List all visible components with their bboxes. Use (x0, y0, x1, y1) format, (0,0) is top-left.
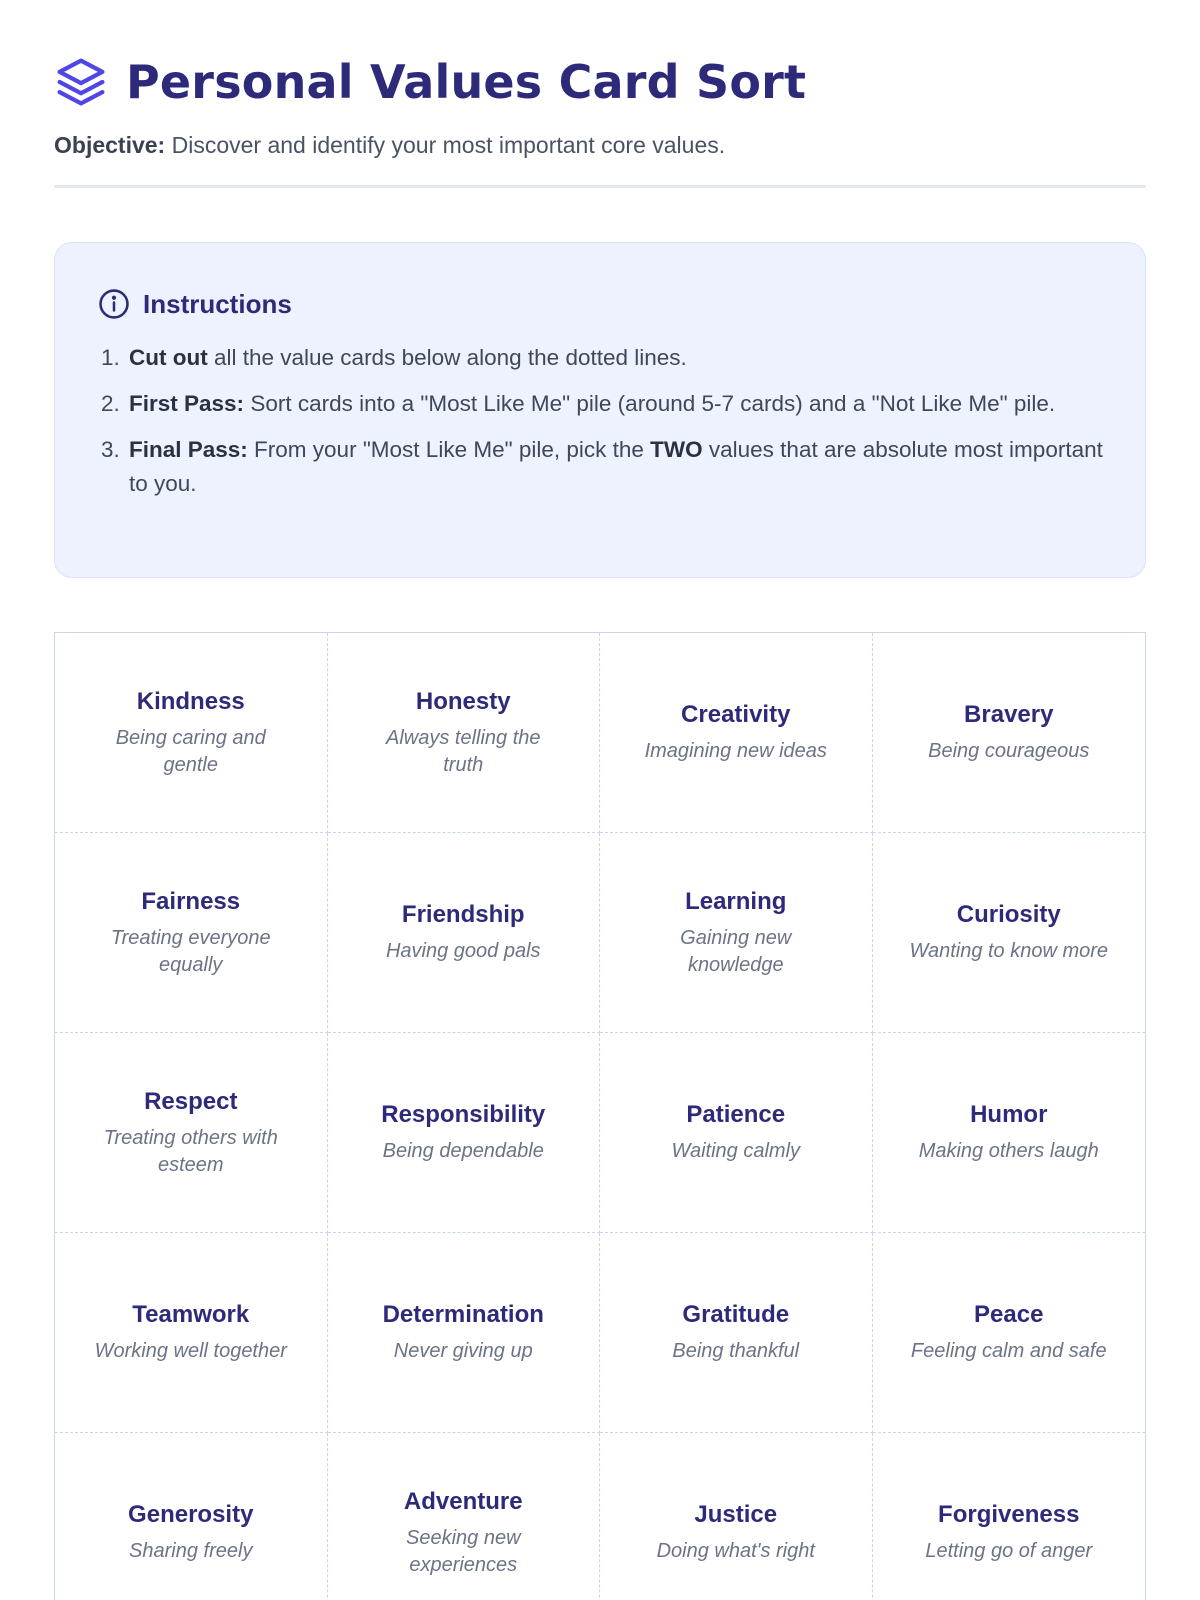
header-divider (54, 185, 1146, 188)
card-description: Seeking new experiences (405, 1526, 521, 1576)
card-description: Being thankful (672, 1340, 800, 1362)
value-card (600, 1433, 873, 1600)
card-description: Making others laugh (918, 1140, 1099, 1162)
instruction-step (97, 341, 1103, 375)
step-text: Sort cards into a "Most Like Me" pile (around 5-7 cards) and a "Not Like Me" pile. (244, 391, 1056, 416)
card-title: Respect (144, 1087, 238, 1115)
card-title: Peace (974, 1301, 1044, 1328)
value-card (873, 1233, 1146, 1433)
card-title: Responsibility (381, 1101, 546, 1128)
layers-icon (54, 55, 108, 109)
objective-label: Objective: (54, 132, 166, 158)
card-description: Being courageous (928, 740, 1090, 762)
step-text: values that are absolute most important to you. (129, 437, 1103, 496)
card-title: Adventure (403, 1487, 523, 1515)
card-title: Humor (970, 1101, 1048, 1128)
value-card (55, 633, 328, 833)
value-card (873, 1433, 1146, 1600)
card-title: Patience (686, 1101, 786, 1128)
instructions-header (97, 285, 1103, 323)
card-description: Doing what's right (656, 1540, 815, 1562)
card-title: Honesty (415, 687, 511, 715)
value-card (55, 833, 328, 1033)
card-description: Letting go of anger (925, 1540, 1093, 1562)
card-description: Always telling the truth (385, 726, 541, 776)
value-card (873, 1033, 1146, 1233)
step-text: all the value cards below along the dotted lines. (207, 345, 687, 370)
card-title: Justice (694, 1501, 778, 1528)
card-description: Feeling calm and safe (910, 1340, 1107, 1362)
instruction-step (97, 433, 1103, 501)
value-card (328, 1033, 601, 1233)
value-card (55, 1233, 328, 1433)
card-title: Gratitude (682, 1301, 790, 1328)
value-card (328, 1433, 601, 1600)
card-title: Kindness (136, 687, 245, 715)
value-card (55, 1033, 328, 1233)
value-card (600, 633, 873, 833)
card-title: Determination (382, 1301, 544, 1328)
instruction-step (97, 387, 1103, 421)
step-emphasis: TWO (650, 437, 703, 462)
card-description: Imagining new ideas (644, 740, 827, 762)
value-card (873, 833, 1146, 1033)
value-card (55, 1433, 328, 1600)
objective (54, 132, 1146, 159)
step-emphasis: Cut out (129, 345, 208, 370)
step-emphasis: First Pass: (129, 391, 245, 416)
card-title: Bravery (964, 701, 1054, 728)
card-description: Treating others with esteem (103, 1126, 278, 1176)
card-description: Sharing freely (129, 1540, 253, 1562)
value-card (600, 1233, 873, 1433)
card-description: Waiting calmly (671, 1140, 801, 1162)
value-card (600, 1033, 873, 1233)
instructions-list (97, 341, 1103, 501)
value-card (328, 833, 601, 1033)
step-text: From your "Most Like Me" pile, pick the (247, 437, 651, 462)
card-description: Never giving up (393, 1340, 533, 1362)
card-description: Having good pals (385, 940, 541, 962)
value-card (873, 633, 1146, 833)
card-title: Friendship (401, 901, 525, 928)
instructions-title: Instructions (143, 288, 292, 319)
card-description: Treating everyone equally (110, 926, 271, 976)
card-title: Fairness (141, 887, 241, 915)
step-emphasis: Final Pass: (129, 437, 248, 462)
card-description: Being dependable (382, 1140, 544, 1162)
step-number: 1. (101, 345, 120, 370)
value-card (328, 1233, 601, 1433)
step-number: 2. (101, 391, 120, 416)
step-number: 3. (101, 437, 120, 462)
header (54, 0, 1146, 188)
instructions-panel (54, 242, 1146, 578)
value-card-grid (54, 632, 1146, 1600)
page-title: Personal Values Card Sort (126, 55, 807, 109)
card-title: Generosity (128, 1501, 254, 1528)
objective-text: Discover and identify your most important core values. (165, 132, 726, 158)
card-title: Forgiveness (938, 1501, 1080, 1528)
value-card (600, 833, 873, 1033)
title-row (54, 52, 1146, 112)
card-title: Creativity (681, 701, 791, 728)
card-description: Working well together (94, 1340, 287, 1362)
card-title: Curiosity (956, 901, 1061, 928)
card-title: Learning (685, 887, 787, 915)
info-icon (97, 287, 131, 321)
value-card (328, 633, 601, 833)
card-description: Wanting to know more (909, 940, 1109, 962)
card-description: Gaining new knowledge (680, 926, 792, 976)
card-title: Teamwork (132, 1301, 250, 1328)
card-description: Being caring and gentle (115, 726, 266, 776)
